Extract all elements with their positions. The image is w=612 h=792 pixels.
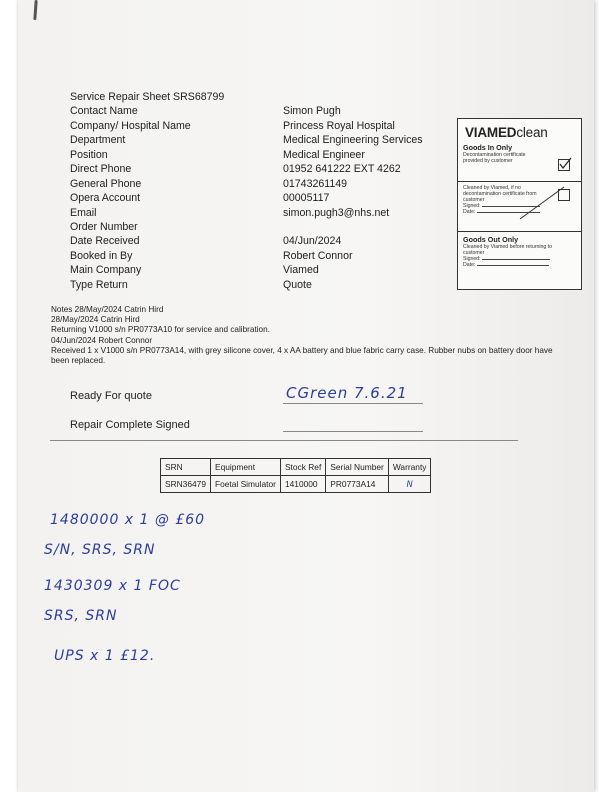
field-value: 01743261149 [283,177,348,190]
decon-cert-checkbox[interactable] [558,159,570,171]
handwritten-line: UPS x 1 £12. [54,648,156,664]
divider [458,181,581,182]
signature-line [283,431,423,432]
cleaned-text: Cleaned by Viamed, if no decontamination certificate from customer [463,185,537,203]
notes-block [51,305,571,366]
field-row [70,104,423,118]
note-line: 28/May/2024 Catrin Hird [51,315,140,325]
field-label: Booked in By [70,249,133,262]
field-label: Service Repair Sheet SRS68799 [70,91,225,103]
field-value: Quote [283,278,312,291]
table-header: SRN [161,459,211,476]
field-row [70,220,423,234]
field-value: 04/Jun/2024 [283,235,342,248]
date-line: Date: [463,209,576,215]
viamed-clean-logo: VIAMEDclean [465,125,548,140]
viamed-clean-box [457,118,582,290]
signed-line-2: Signed: [463,256,576,262]
ready-for-quote-signature: CGreen 7.6.21 [286,384,408,402]
field-label: Order Number [70,220,138,233]
goods-out-text: Cleaned by Viamed before returning to customer [463,244,553,256]
field-value: simon.pugh3@nhs.net [283,206,390,219]
field-label: Contact Name [70,105,138,118]
table-header: Warranty [388,459,431,476]
goods-in-text: Decontamination certificate provided by customer [463,152,526,164]
field-row [70,133,423,147]
handwritten-line: S/N, SRS, SRN [44,542,156,558]
signed-line: Signed: [463,203,576,209]
table-cell: PR0773A14 [326,476,389,493]
table-cell: N [388,476,431,493]
field-value: 00005117 [283,192,330,205]
field-row [70,162,423,176]
field-row [70,177,423,191]
repair-complete-label: Repair Complete Signed [70,419,190,431]
goods-out-title: Goods Out Only [463,235,519,244]
field-value: Princess Royal Hospital [283,119,395,132]
field-label: Date Received [70,235,140,248]
goods-out-section [463,235,576,268]
cross-out-stroke [518,185,568,221]
handwritten-line: 1480000 x 1 @ £60 [50,512,206,528]
field-value: Robert Connor [283,249,353,262]
table-row [161,476,431,493]
field-value: Simon Pugh [283,105,341,118]
date-line-2: Date: [463,262,576,268]
handwritten-line: SRS, SRN [44,608,118,624]
field-label: Opera Account [70,192,141,205]
table-header: Serial Number [326,459,389,476]
field-row [70,278,423,292]
field-row [70,90,423,104]
field-label: Company/ Hospital Name [70,119,191,132]
field-value: Medical Engineer [283,148,365,161]
signature-line [283,403,423,404]
note-line: Returning V1000 s/n PR0773A10 for service and calibration. [51,325,270,335]
goods-in-title: Goods In Only [463,143,513,152]
field-label: General Phone [70,177,142,190]
section-divider [50,440,518,441]
field-label: Direct Phone [70,163,132,176]
field-row [70,263,423,277]
check-mark-icon [558,157,572,171]
table-header: Equipment [210,459,280,476]
table-cell: Foetal Simulator [210,476,280,493]
field-row [70,148,423,162]
field-row [70,191,423,205]
field-row [70,249,423,263]
table-header: Stock Ref [280,459,325,476]
field-label: Type Return [70,278,128,291]
service-sheet-fields [70,90,423,292]
field-label: Department [70,134,126,147]
field-label: Email [70,206,97,219]
ready-for-quote-label: Ready For quote [70,390,152,402]
field-label: Main Company [70,264,142,277]
note-line: Received 1 x V1000 s/n PR0773A14, with grey silicone cover, 4 x AA battery and blue fabric carry case. Rubber nubs on battery door have been replaced. [51,345,553,366]
field-row [70,119,423,133]
note-line: Notes 28/May/2024 Catrin Hird [51,305,164,314]
field-row [70,234,423,248]
table-cell: 1410000 [280,476,325,493]
table-header-row [161,459,431,476]
field-value: 01952 641222 EXT 4262 [283,163,401,176]
field-value: Viamed [283,264,319,277]
table-cell: SRN36479 [161,476,211,493]
note-line: 04/Jun/2024 Robert Connor [51,335,153,345]
equipment-table [160,458,431,493]
field-row [70,206,423,220]
handwritten-line: 1430309 x 1 FOC [44,578,181,594]
divider [458,231,581,232]
field-value: Medical Engineering Services [283,134,423,147]
field-label: Position [70,148,108,161]
